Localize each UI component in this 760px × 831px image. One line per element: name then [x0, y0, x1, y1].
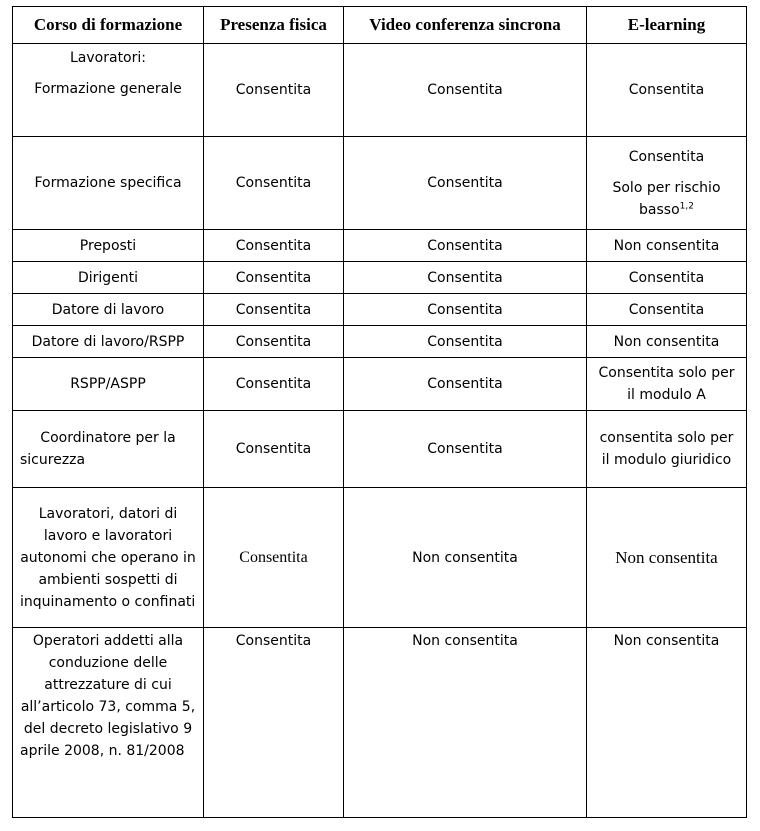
presence-cell: Consentita [204, 230, 344, 262]
video-cell: Non consentita [344, 488, 587, 628]
elearning-cell: Consentita solo per il modulo A [587, 358, 747, 411]
video-cell: Consentita [344, 411, 587, 488]
header-presence: Presenza fisica [204, 7, 344, 44]
elearning-cell: Consentita [587, 44, 747, 137]
video-cell: Consentita [344, 294, 587, 326]
course-cell: Datore di lavoro [13, 294, 204, 326]
presence-cell: Consentita [204, 358, 344, 411]
table-row [13, 230, 747, 262]
presence-cell: Consentita [204, 294, 344, 326]
presence-cell: Consentita [204, 411, 344, 488]
elearning-cell: Non consentita [587, 230, 747, 262]
course-line: Lavoratori: [70, 50, 146, 66]
course-cell [13, 44, 204, 137]
presence-cell: Consentita [204, 488, 344, 628]
course-line: Formazione generale [34, 81, 182, 97]
elearning-cell: consentita solo per il modulo giuridico [587, 411, 747, 488]
video-cell: Consentita [344, 137, 587, 230]
video-cell: Consentita [344, 326, 587, 358]
elearning-line: Solo per rischio basso [612, 179, 721, 218]
table-row [13, 44, 747, 137]
table-row [13, 326, 747, 358]
header-video: Video conferenza sincrona [344, 7, 587, 44]
elearning-line: Consentita [628, 148, 705, 165]
presence-cell: Consentita [204, 262, 344, 294]
video-cell: Consentita [344, 262, 587, 294]
course-cell: RSPP/ASPP [13, 358, 204, 411]
header-course: Corso di formazione [13, 7, 204, 44]
table-row [13, 262, 747, 294]
elearning-cell: Consentita [587, 262, 747, 294]
course-cell: Coordinatore per la sicurezza [13, 411, 204, 488]
course-cell: Datore di lavoro/RSPP [13, 326, 204, 358]
table-row [13, 628, 747, 818]
elearning-cell: Non consentita [587, 488, 747, 628]
elearning-note [594, 177, 739, 221]
table-row [13, 137, 747, 230]
elearning-cell: Non consentita [587, 628, 747, 818]
presence-cell: Consentita [204, 326, 344, 358]
video-cell: Consentita [344, 358, 587, 411]
table-row [13, 294, 747, 326]
table-row [13, 411, 747, 488]
footnote-ref: 1,2 [679, 200, 694, 211]
course-cell: Formazione specifica [13, 137, 204, 230]
course-cell: Lavoratori, datori di lavoro e lavoratori autonomi che operano in ambienti sospetti di inquinamento o confinati [13, 488, 204, 628]
course-cell: Dirigenti [13, 262, 204, 294]
table-row [13, 358, 747, 411]
header-elearning: E-learning [587, 7, 747, 44]
training-modes-table [12, 6, 747, 818]
presence-cell: Consentita [204, 137, 344, 230]
header-row [13, 7, 747, 44]
presence-cell: Consentita [204, 44, 344, 137]
video-cell: Consentita [344, 230, 587, 262]
elearning-cell: Consentita [587, 294, 747, 326]
elearning-cell: Non consentita [587, 326, 747, 358]
table-row [13, 488, 747, 628]
presence-cell: Consentita [204, 628, 344, 818]
course-cell: Operatori addetti alla conduzione delle attrezzature di cui all’articolo 73, comma 5, del decreto legislativo 9 aprile 2008, n. 81/2008 [13, 628, 204, 818]
video-cell: Non consentita [344, 628, 587, 818]
elearning-cell [587, 137, 747, 230]
course-cell: Preposti [13, 230, 204, 262]
video-cell: Consentita [344, 44, 587, 137]
